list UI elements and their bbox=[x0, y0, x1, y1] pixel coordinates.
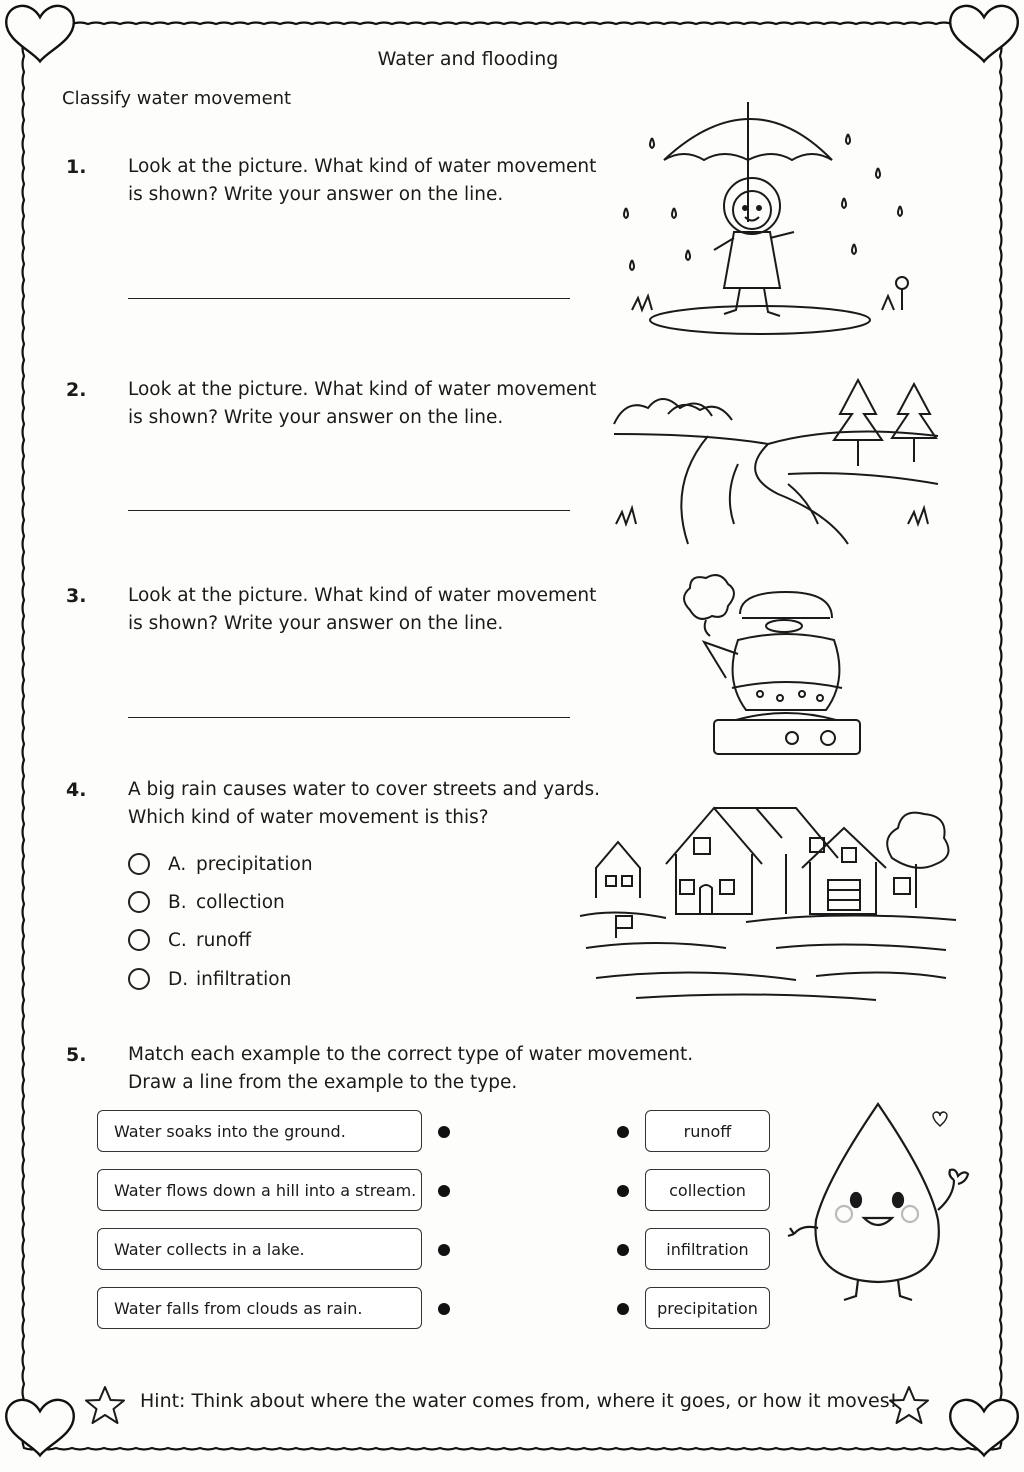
example-dot-2[interactable] bbox=[438, 1185, 450, 1197]
radio-c[interactable] bbox=[128, 929, 150, 951]
type-dot-3[interactable] bbox=[617, 1244, 629, 1256]
example-box-1[interactable]: Water soaks into the ground. bbox=[97, 1110, 422, 1152]
type-box-1[interactable]: runoff bbox=[645, 1110, 770, 1152]
question-5-text bbox=[128, 1041, 728, 1097]
option-a-letter: A. bbox=[168, 853, 187, 875]
question-1-answer-line[interactable] bbox=[128, 298, 570, 299]
example-dot-4[interactable] bbox=[438, 1303, 450, 1315]
question-4-line-1: A big rain causes water to cover streets and yards. bbox=[128, 779, 600, 800]
option-a-text: precipitation bbox=[196, 853, 313, 875]
question-3-answer-line[interactable] bbox=[128, 717, 570, 718]
question-3-text bbox=[128, 582, 608, 638]
question-5-line-1: Match each example to the correct type of water movement. bbox=[128, 1044, 694, 1065]
question-4-text bbox=[128, 776, 608, 832]
example-dot-1[interactable] bbox=[438, 1126, 450, 1138]
option-d-letter: D. bbox=[168, 968, 189, 990]
question-4-option-c[interactable] bbox=[128, 926, 251, 954]
example-box-3[interactable]: Water collects in a lake. bbox=[97, 1228, 422, 1270]
question-2-answer-line[interactable] bbox=[128, 510, 570, 511]
question-4-option-b[interactable] bbox=[128, 888, 285, 916]
option-d-text: infiltration bbox=[196, 968, 292, 990]
worksheet-subtitle: Classify water movement bbox=[62, 88, 292, 109]
type-dot-4[interactable] bbox=[617, 1303, 629, 1315]
question-1-line-2: is shown? Write your answer on the line. bbox=[128, 184, 504, 205]
question-5-number: 5. bbox=[66, 1044, 87, 1066]
radio-b[interactable] bbox=[128, 891, 150, 913]
stream-landscape-icon bbox=[608, 374, 944, 546]
question-3-line-2: is shown? Write your answer on the line. bbox=[128, 613, 504, 634]
question-2-line-1: Look at the picture. What kind of water movement bbox=[128, 379, 597, 400]
question-1-line-1: Look at the picture. What kind of water movement bbox=[128, 156, 597, 177]
worksheet-title: Water and flooding bbox=[377, 48, 559, 70]
question-4-option-d[interactable] bbox=[128, 965, 291, 993]
question-3-number: 3. bbox=[66, 585, 87, 607]
option-c-letter: C. bbox=[168, 929, 187, 951]
boiling-kettle-icon bbox=[676, 570, 866, 762]
flooded-houses-icon bbox=[576, 798, 960, 1002]
water-drop-character-icon bbox=[786, 1100, 972, 1306]
option-c-text: runoff bbox=[196, 929, 252, 951]
question-2-text bbox=[128, 376, 608, 432]
child-in-rain-icon bbox=[612, 98, 932, 348]
question-3-line-1: Look at the picture. What kind of water movement bbox=[128, 585, 597, 606]
hint-star-left-icon bbox=[82, 1384, 128, 1428]
option-b-text: collection bbox=[196, 891, 285, 913]
type-dot-2[interactable] bbox=[617, 1185, 629, 1197]
question-4-option-a[interactable] bbox=[128, 850, 313, 878]
question-2-line-2: is shown? Write your answer on the line. bbox=[128, 407, 504, 428]
question-1-text bbox=[128, 153, 608, 209]
type-box-3[interactable]: infiltration bbox=[645, 1228, 770, 1270]
heart-top-right-icon bbox=[950, 6, 1018, 62]
hint-text: Hint: Think about where the water comes from, where it goes, or how it moves! bbox=[140, 1390, 898, 1412]
question-4-number: 4. bbox=[66, 779, 87, 801]
radio-d[interactable] bbox=[128, 968, 150, 990]
example-box-2[interactable]: Water flows down a hill into a stream. bbox=[97, 1169, 422, 1211]
example-box-4[interactable]: Water falls from clouds as rain. bbox=[97, 1287, 422, 1329]
question-4-line-2: Which kind of water movement is this? bbox=[128, 807, 489, 828]
example-dot-3[interactable] bbox=[438, 1244, 450, 1256]
heart-bottom-right-icon bbox=[950, 1400, 1018, 1456]
hint-star-right-icon bbox=[886, 1384, 932, 1428]
question-1-number: 1. bbox=[66, 156, 87, 178]
heart-bottom-left-icon bbox=[6, 1400, 74, 1456]
question-2-number: 2. bbox=[66, 379, 87, 401]
question-5-line-2: Draw a line from the example to the type. bbox=[128, 1072, 518, 1093]
type-box-2[interactable]: collection bbox=[645, 1169, 770, 1211]
option-b-letter: B. bbox=[168, 891, 187, 913]
type-box-4[interactable]: precipitation bbox=[645, 1287, 770, 1329]
type-dot-1[interactable] bbox=[617, 1126, 629, 1138]
radio-a[interactable] bbox=[128, 853, 150, 875]
